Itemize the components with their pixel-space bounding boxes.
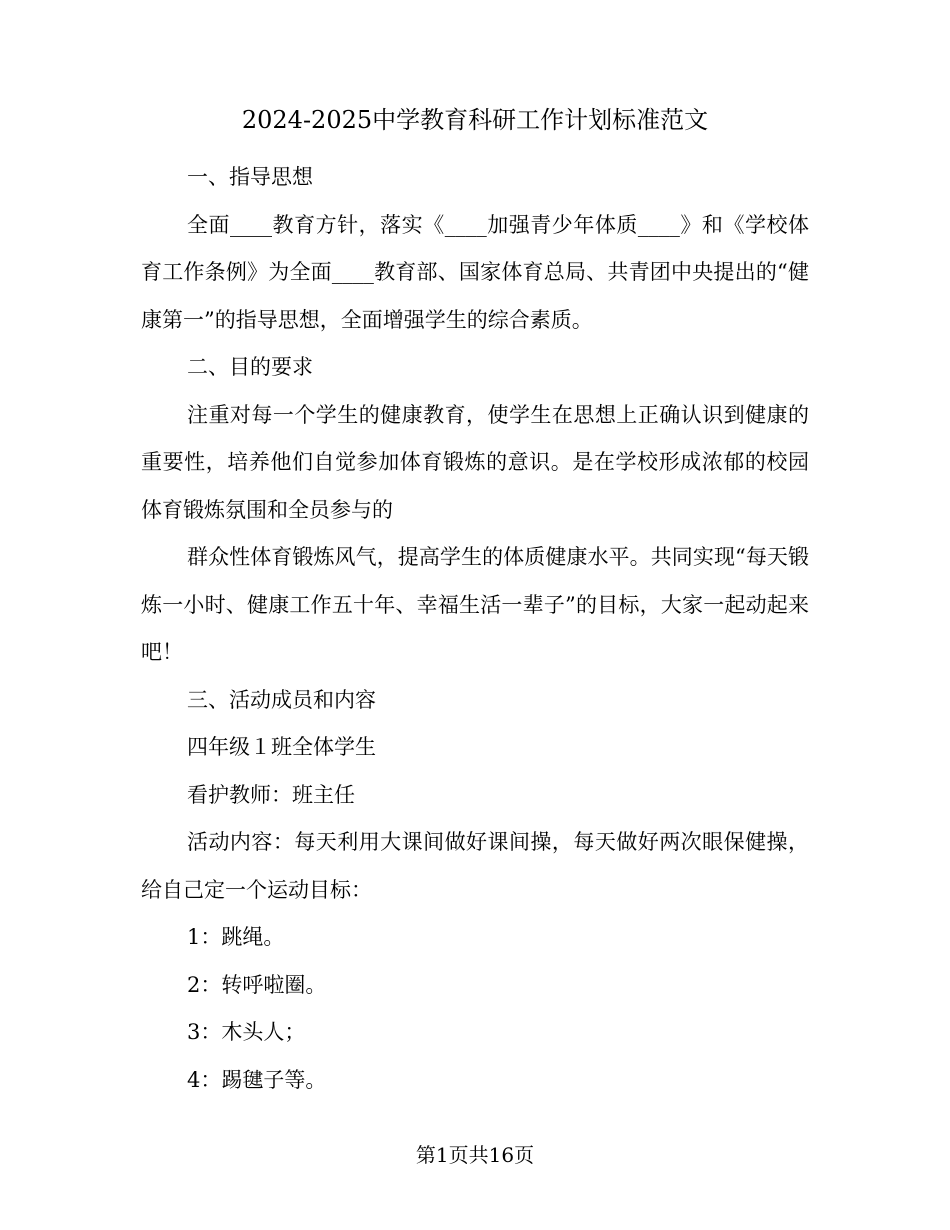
paragraph-objectives-1: 注重对每一个学生的健康教育，使学生在思想上正确认识到健康的重要性，培养他们自觉参加体育锻炼的意识。是在学校形成浓郁的校园体育锻炼氛围和全员参与的 [141, 402, 809, 522]
paragraph-members: 四年级１班全体学生 [187, 735, 376, 759]
heading-guiding-ideology: 一、指导思想 [187, 165, 313, 189]
list-item: 4：踢毽子等。 [187, 1067, 327, 1092]
list-item: 2：转呼啦圈。 [187, 972, 327, 997]
list-item: 3：木头人； [187, 1020, 306, 1044]
document-title: 2024-2025中学教育科研工作计划标准范文 [241, 106, 709, 134]
document-body [141, 154, 809, 1104]
heading-objectives: 二、目的要求 [187, 355, 313, 379]
paragraph-guiding-ideology: 全面____教育方针，落实《____加强青少年体质____》和《学校体育工作条例》为全面____教育部、国家体育总局、共青团中央提出的“健康第一”的指导思想，全面增强学生的综合素质。 [141, 212, 809, 332]
page-number-footer: 第1页共16页 [415, 1143, 535, 1167]
paragraph-teacher: 看护教师：班主任 [187, 782, 355, 807]
heading-activity-members: 三、活动成员和内容 [187, 687, 376, 712]
list-item: 1：跳绳。 [187, 925, 285, 949]
paragraph-objectives-2: 群众性体育锻炼风气，提高学生的体质健康水平。共同实现“每天锻炼一小时、健康工作五十年、幸福生活一辈子”的目标，大家一起动起来吧！ [141, 545, 809, 664]
paragraph-activity-content: 活动内容：每天利用大课间做好课间操，每天做好两次眼保健操，给自己定一个运动目标： [141, 830, 809, 902]
